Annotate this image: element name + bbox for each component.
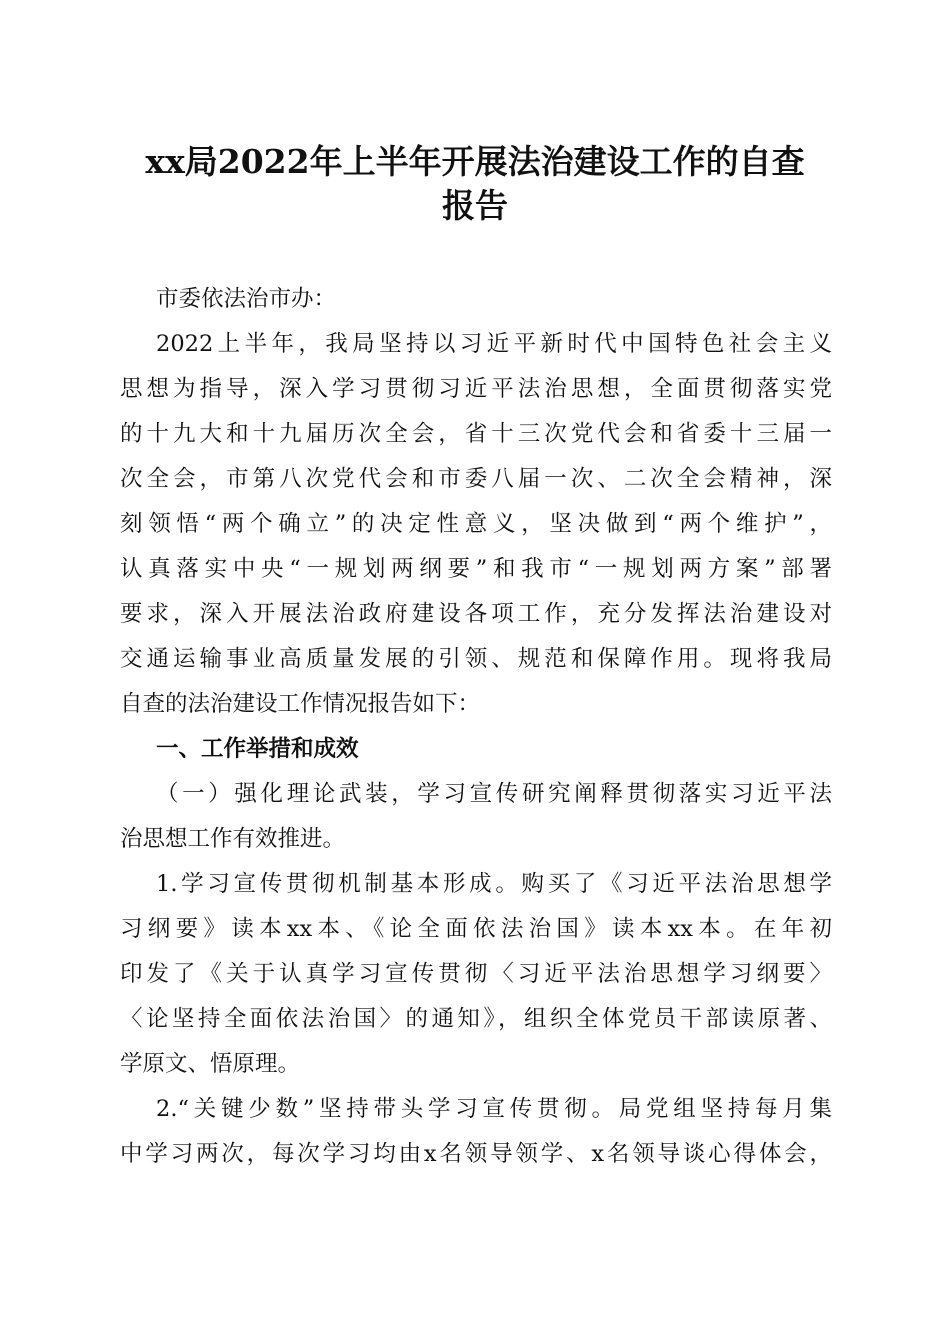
body-line: 2022上半年，我局坚持以习近平新时代中国特色社会主义	[156, 331, 832, 357]
body-line: 2.“关键少数”坚持带头学习宣传贯彻。局党组坚持每月集	[156, 1096, 832, 1122]
body-line: 要求，深入开展法治政府建设各项工作，充分发挥法治建设对	[120, 601, 832, 627]
body-line: 思想为指导，深入学习贯彻习近平法治思想，全面贯彻落实党	[120, 376, 832, 402]
salutation: 市委依法治市办：	[156, 286, 337, 312]
body-line: 中学习两次，每次学习均由x名领导领学、x名领导谈心得体会，	[120, 1141, 832, 1167]
body-line: 交通运输事业高质量发展的引领、规范和保障作用。现将我局	[120, 646, 832, 672]
document-title-line-2: 报告	[442, 186, 508, 225]
body-line: 学原文、悟原理。	[120, 1051, 301, 1077]
body-line: 习纲要》读本xx本、《论全面依法治国》读本xx本。在年初	[120, 916, 832, 942]
section-heading: 一、工作举措和成效	[156, 736, 359, 762]
body-line: 1.学习宣传贯彻机制基本形成。购买了《习近平法治思想学	[156, 871, 832, 897]
body-line: 〈论坚持全面依法治国〉的通知》，组织全体党员干部读原著、	[120, 1006, 832, 1032]
document-title-line-1: xx局2022年上半年开展法治建设工作的自查	[145, 142, 805, 181]
body-line: 印发了《关于认真学习宣传贯彻〈习近平法治思想学习纲要〉	[120, 961, 832, 987]
body-line: 认真落实中央“一规划两纲要”和我市“一规划两方案”部署	[120, 556, 832, 582]
subsection-heading: 治思想工作有效推进。	[120, 826, 346, 852]
body-line: 的十九大和十九届历次全会，省十三次党代会和省委十三届一	[120, 421, 832, 447]
body-line: 次全会，市第八次党代会和市委八届一次、二次全会精神，深	[120, 466, 832, 492]
subsection-heading: （一）强化理论武装，学习宣传研究阐释贯彻落实习近平法	[156, 781, 832, 807]
body-line: 自查的法治建设工作情况报告如下：	[120, 691, 481, 717]
body-line: 刻领悟“两个确立”的决定性意义，坚决做到“两个维护”，	[120, 511, 832, 537]
